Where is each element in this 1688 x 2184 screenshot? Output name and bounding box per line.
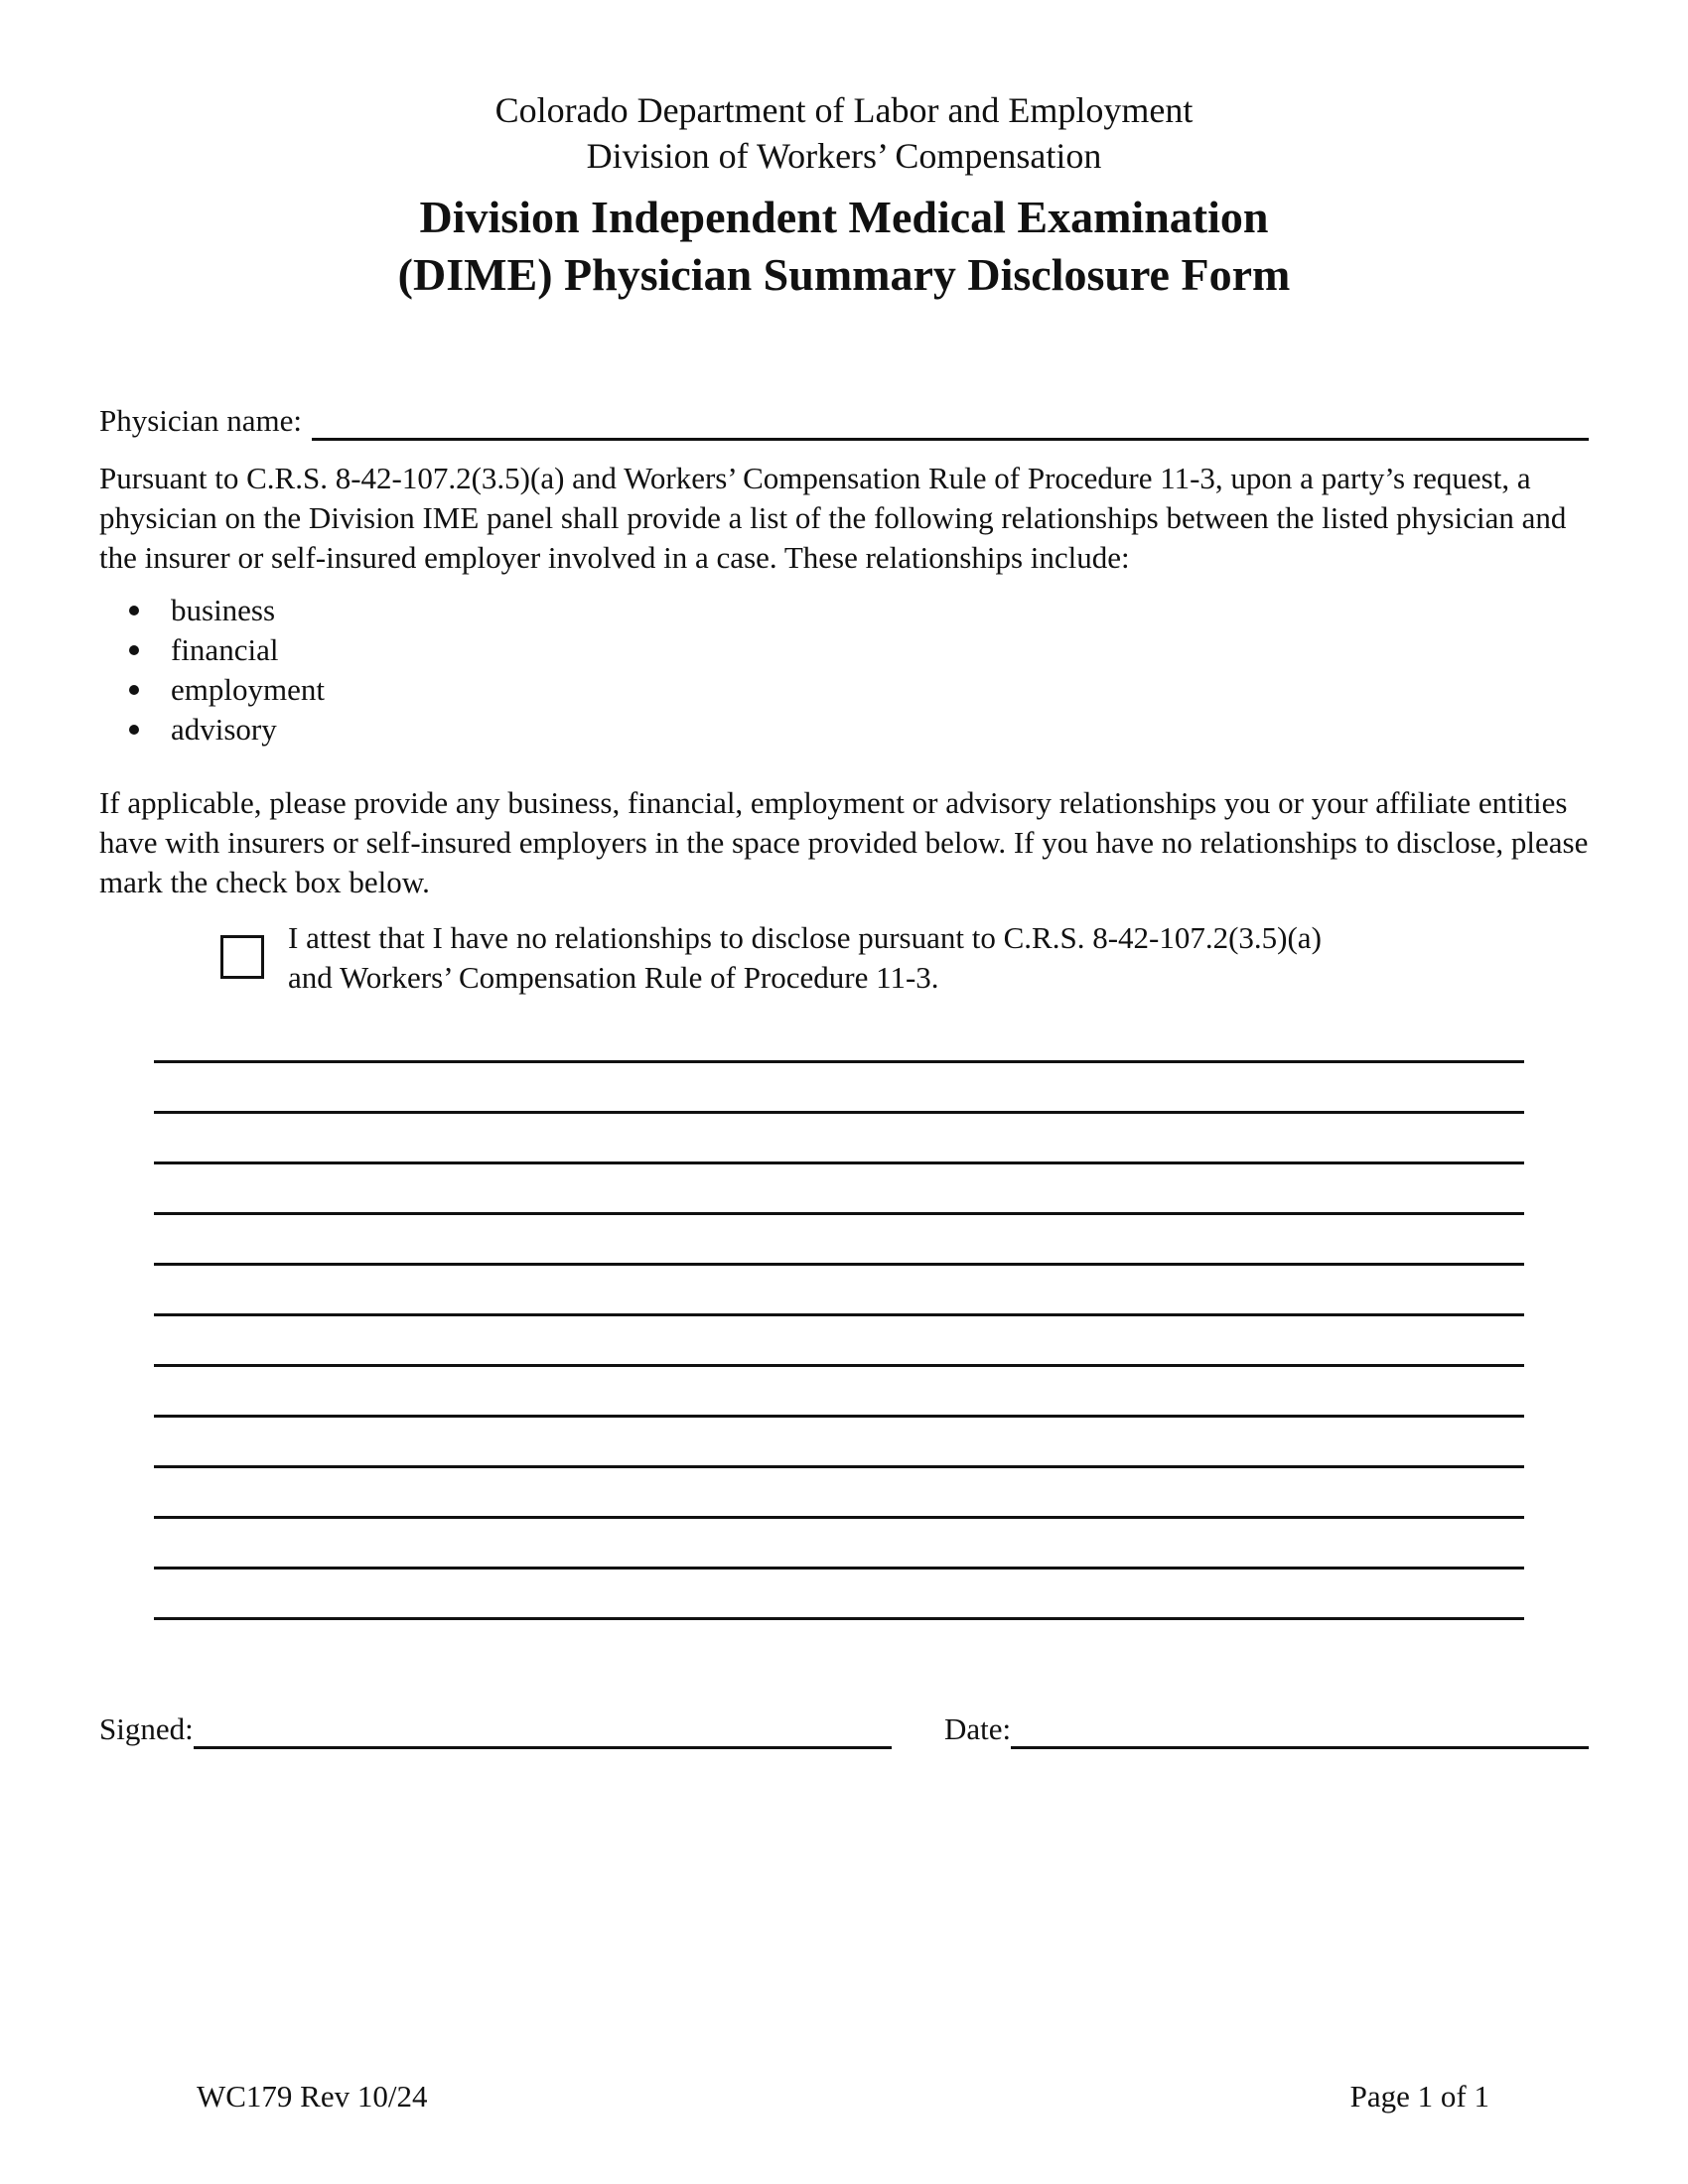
- bullet-icon: [129, 645, 139, 655]
- relationship-type: business: [171, 593, 276, 627]
- disclosure-line[interactable]: [154, 1370, 1524, 1418]
- disclosure-line[interactable]: [154, 1066, 1524, 1114]
- relationship-type: employment: [171, 672, 325, 707]
- relationship-type: financial: [171, 632, 279, 667]
- attestation-text: [288, 918, 1430, 998]
- form-code: WC179 Rev 10/24: [197, 2079, 428, 2114]
- attestation-line-2: and Workers’ Compensation Rule of Procedure 11-3.: [288, 960, 939, 995]
- date-field[interactable]: [1011, 1710, 1589, 1749]
- physician-name-label: Physician name:: [99, 403, 303, 438]
- date-label: Date:: [944, 1711, 1012, 1746]
- form-header: [0, 87, 1688, 304]
- bullet-icon: [129, 725, 139, 735]
- disclosure-line[interactable]: [154, 1167, 1524, 1215]
- physician-name-row: [99, 397, 1589, 441]
- list-item: [99, 591, 325, 630]
- list-item: [99, 670, 325, 710]
- attestation-row: [220, 918, 1511, 998]
- bullet-icon: [129, 606, 139, 615]
- form-title-line-2: (DIME) Physician Summary Disclosure Form: [397, 249, 1291, 300]
- intro-paragraph: Pursuant to C.R.S. 8-42-107.2(3.5)(a) and Workers’ Compensation Rule of Procedure 11-3, upon a party’s request, a physician on the Division IME panel shall provide a list of the following relationships between the listed physician and the insurer or self-insured employer involved in a case. These relationships include:: [99, 461, 1567, 575]
- disclosure-line[interactable]: [154, 1572, 1524, 1620]
- instructions-paragraph: If applicable, please provide any business, financial, employment or advisory relationships you or your affiliate entities have with insurers or self-insured employers in the space provided below. If you have no relationships to disclose, please mark the check box below.: [99, 785, 1589, 899]
- bullet-icon: [129, 685, 139, 695]
- disclosure-line[interactable]: [154, 1421, 1524, 1468]
- physician-name-field[interactable]: [312, 402, 1589, 441]
- page-number: Page 1 of 1: [1349, 2079, 1489, 2114]
- disclosure-line[interactable]: [154, 1218, 1524, 1266]
- division-name: Division of Workers’ Compensation: [586, 136, 1102, 176]
- signature-row: [99, 1706, 1589, 1749]
- form-title-line-1: Division Independent Medical Examination: [419, 192, 1269, 242]
- disclosure-line[interactable]: [154, 1117, 1524, 1164]
- date-group: [944, 1706, 1589, 1749]
- list-item: [99, 630, 325, 670]
- disclosure-line[interactable]: [154, 1060, 1524, 1063]
- signature-field[interactable]: [194, 1710, 892, 1749]
- relationship-type: advisory: [171, 712, 277, 747]
- signed-group: [99, 1706, 892, 1749]
- signed-label: Signed:: [99, 1711, 194, 1746]
- disclosure-line[interactable]: [154, 1269, 1524, 1316]
- no-relationships-checkbox[interactable]: [220, 935, 264, 979]
- disclosure-line[interactable]: [154, 1522, 1524, 1570]
- relationship-type-list: [99, 591, 325, 750]
- list-item: [99, 710, 325, 750]
- disclosure-line[interactable]: [154, 1319, 1524, 1367]
- disclosure-line[interactable]: [154, 1471, 1524, 1519]
- attestation-line-1: I attest that I have no relationships to disclose pursuant to C.R.S. 8-42-107.2(3.5)(a): [288, 920, 1322, 955]
- agency-name: Colorado Department of Labor and Employment: [494, 90, 1194, 130]
- disclosure-lines: [154, 1060, 1524, 1620]
